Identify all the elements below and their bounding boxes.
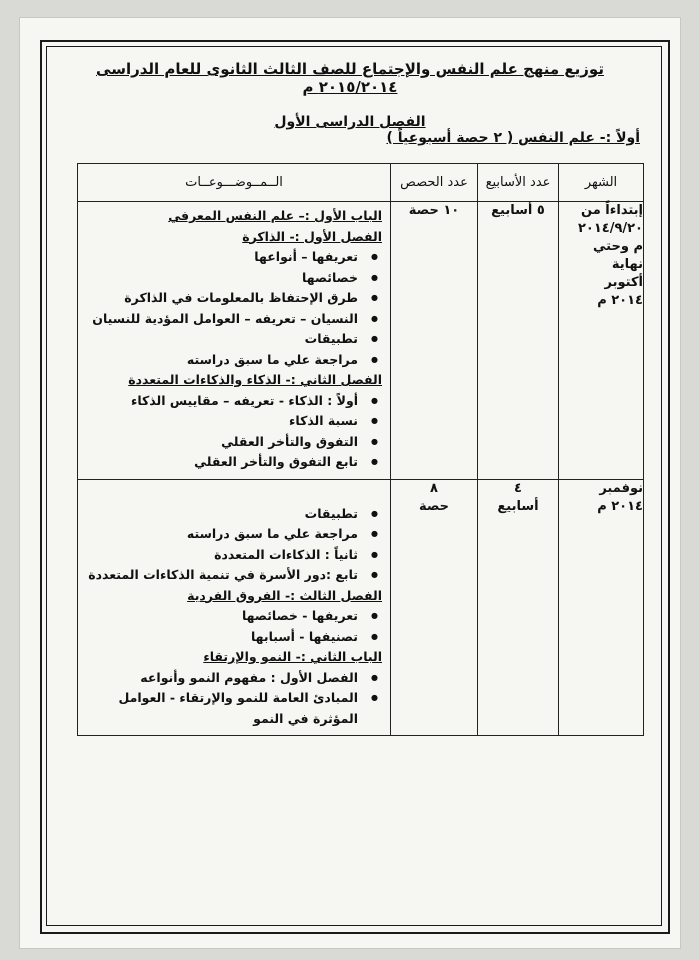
table-row xyxy=(78,479,644,736)
topic-list xyxy=(88,247,382,370)
list-item: ● النسيان – تعريفه – العوامل المؤدية للنسيان xyxy=(88,309,382,330)
list-item: ● تعريفها - خصائصها xyxy=(88,606,382,627)
list-item: ● التفوق والتأخر العقلي xyxy=(88,432,382,453)
row1-month-line: ٢٠١٤/٩/٢٠ xyxy=(577,221,643,236)
chapter-heading: الفصل الأول :- الذاكرة xyxy=(242,228,382,244)
row1-month-line: ٢٠١٤ م xyxy=(597,293,643,308)
row2-weeks-line: أسابيع xyxy=(497,498,539,514)
list-item: ● أولاً : الذكاء - تعريفه – مقاييس الذكاء xyxy=(88,391,382,412)
section-title: أولاً :- علم النفس ( ٢ حصة أسبوعياً ) xyxy=(386,130,640,146)
header-lessons: عدد الحصص xyxy=(391,164,478,202)
row2-lessons-line: حصة xyxy=(418,498,450,514)
unit-heading: الباب الثاني :- النمو والإرتقاء xyxy=(203,649,382,664)
row2-lessons xyxy=(391,479,478,736)
row2-month-line: ٢٠١٤ م xyxy=(597,498,643,514)
list-item: ● تطبيقات xyxy=(88,329,382,350)
chapter-heading: الفصل الثاني :- الذكاء والذكاءات المتعددة xyxy=(128,372,382,387)
list-item: ● تابع :دور الأسرة في تنمية الذكاءات المتعددة xyxy=(88,565,382,586)
topic-list xyxy=(88,391,382,473)
row2-weeks-line: ٤ xyxy=(514,480,522,496)
header-weeks: عدد الأسابيع xyxy=(478,164,559,202)
document-header xyxy=(60,60,640,146)
row1-month-line: أكتوبر xyxy=(604,275,643,290)
list-item: ● خصائصها xyxy=(88,268,382,289)
list-item: ● نسبة الذكاء xyxy=(88,411,382,432)
row1-month-line: إبتداءاً من xyxy=(581,203,643,218)
document-title: توزيع منهج علم النفس والإجتماع للصف الثالث الثانوى للعام الدراسى ٢٠١٥/٢٠١٤ م xyxy=(96,60,604,96)
row2-month-line: نوفمبر xyxy=(599,480,643,496)
unit-heading: الباب الأول :– علم النفس المعرفي xyxy=(168,208,382,223)
header-topics: الــمــوضـــوعــات xyxy=(78,164,391,202)
row2-lessons-line: ٨ xyxy=(430,480,438,496)
chapter-heading: الفصل الثالث :- الفروق الفردية xyxy=(187,587,382,603)
row2-month xyxy=(559,479,644,736)
topic-list xyxy=(88,606,382,647)
topic-list xyxy=(88,504,382,586)
row1-topics xyxy=(78,202,391,480)
list-item: ● الفصل الأول : مفهوم النمو وأنواعه xyxy=(88,668,382,689)
list-item: ● مراجعة علي ما سبق دراسته xyxy=(88,350,382,371)
row1-month xyxy=(559,202,644,480)
list-item: ● تصنيفها - أسبابها xyxy=(88,627,382,648)
row1-month-line: م وحتي نهاية xyxy=(593,239,643,272)
list-item: ● المبادئ العامة للنمو والإرتقاء - العوامل المؤثرة في النمو xyxy=(88,688,382,729)
row1-lessons-value: ١٠ حصة xyxy=(408,203,460,218)
table-header-row xyxy=(78,164,644,202)
list-item: ● تعريفها – أنواعها xyxy=(88,247,382,268)
term-title: الفصل الدراسى الأول xyxy=(274,114,426,130)
list-item: ● ثانياً : الذكاءات المتعددة xyxy=(88,545,382,566)
list-item: ● مراجعة علي ما سبق دراسته xyxy=(88,524,382,545)
row2-weeks xyxy=(478,479,559,736)
list-item: ● طرق الإحتفاظ بالمعلومات في الذاكرة xyxy=(88,288,382,309)
topic-list xyxy=(88,668,382,730)
row2-topics xyxy=(78,479,391,736)
row1-weeks xyxy=(478,202,559,480)
row1-weeks-value: ٥ أسابيع xyxy=(491,203,545,218)
table-row xyxy=(78,202,644,480)
curriculum-table xyxy=(77,163,644,736)
list-item: ● تابع التفوق والتأخر العقلي xyxy=(88,452,382,473)
list-item: ● تطبيقات xyxy=(88,504,382,525)
row1-lessons xyxy=(391,202,478,480)
header-month: الشهر xyxy=(559,164,644,202)
